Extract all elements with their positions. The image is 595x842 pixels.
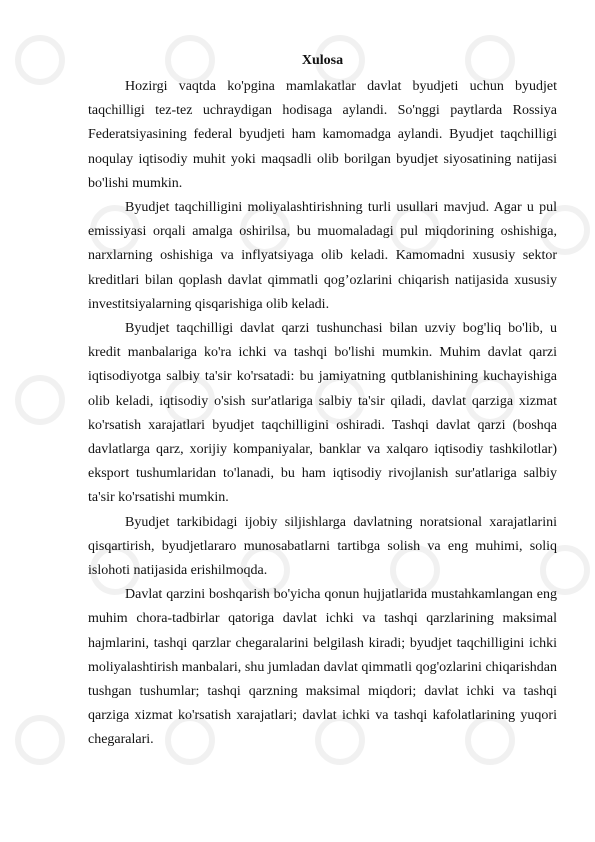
paragraph-2: Byudjet taqchilligini moliyalashtirishning turli usullari mavjud. Agar u pul emissiyasi orqali amalga oshirilsa, bu muomaladagi pul miqdorining oshishiga, narxlarning oshishiga va inflyatsiyaga olib keladi. Kamomadni xususiy sektor kreditlari bilan qoplash davlat qimmatli qog’ozlarini chiqarish natijasida xususiy investitsiyalarning qisqarishiga olib keladi. (88, 200, 557, 312)
paragraphs-container (88, 75, 557, 753)
paragraph-1: Hozirgi vaqtda ko'pgina mamlakatlar davlat byudjeti uchun byudjet taqchilligi tez-tez uchraydigan hodisaga aylandi. So'nggi paytlarda Rossiya Federatsiyasining federal byudjeti ham kamomadga aylandi. Byudjet taqchilligi noqulay iqtisodiy muhit yoki maqsadli olib borilgan byudjet siyosatining natijasi bo'lishi mumkin. (88, 79, 557, 191)
document-title: Xulosa (301, 53, 344, 68)
paragraph-4: Byudjet tarkibidagi ijobiy siljishlarga davlatning noratsional xarajatlarini qisqartirish, byudjetlararo munosabatlarni tartibga solish va eng muhimi, soliq islohoti natijasida erishilmoqda. (88, 514, 557, 579)
paragraph-3: Byudjet taqchilligi davlat qarzi tushunchasi bilan uzviy bog'liq bo'lib, u kredit manbalariga ko'ra ichki va tashqi bo'lishi mumkin. Muhim davlat qarzi iqtisodiyotga salbiy ta'sir ko'rsatadi: bu jamiyatning qutblanishining kuchayishiga olib keladi, iqtisodiy o'sish sur'atlariga salbiy ta'sir qiladi, davlat qarziga xizmat ko'rsatish xarajatlari byudjet taqchilligini oshiradi. Tashqi davlat qarzi (boshqa davlatlarga qarz, xorijiy kompaniyalar, banklar va xalqaro iqtisodiy tashkilotlar) eksport tushumlaridan to'lanadi, bu ham iqtisodiy rivojlanish sur'atlariga salbiy ta'sir ko'rsatishi mumkin. (88, 321, 557, 506)
paragraph-5: Davlat qarzini boshqarish bo'yicha qonun hujjatlarida mustahkamlangan eng muhim chora-tadbirlar qatoriga davlat ichki va tashqi qarzlarining maksimal hajmlarini, tashqi qarzlar chegaralarini belgilash kiradi; byudjet taqchilligini ichki moliyalashtirish manbalari, shu jumladan davlat qimmatli qog'ozlarini chiqarishdan tushgan tushumlar; tashqi qarzning maksimal miqdori; davlat ichki va tashqi qarziga xizmat ko'rsatish xarajatlari; davlat ichki va tashqi kafolatlarining yuqori chegaralari. (88, 587, 557, 748)
